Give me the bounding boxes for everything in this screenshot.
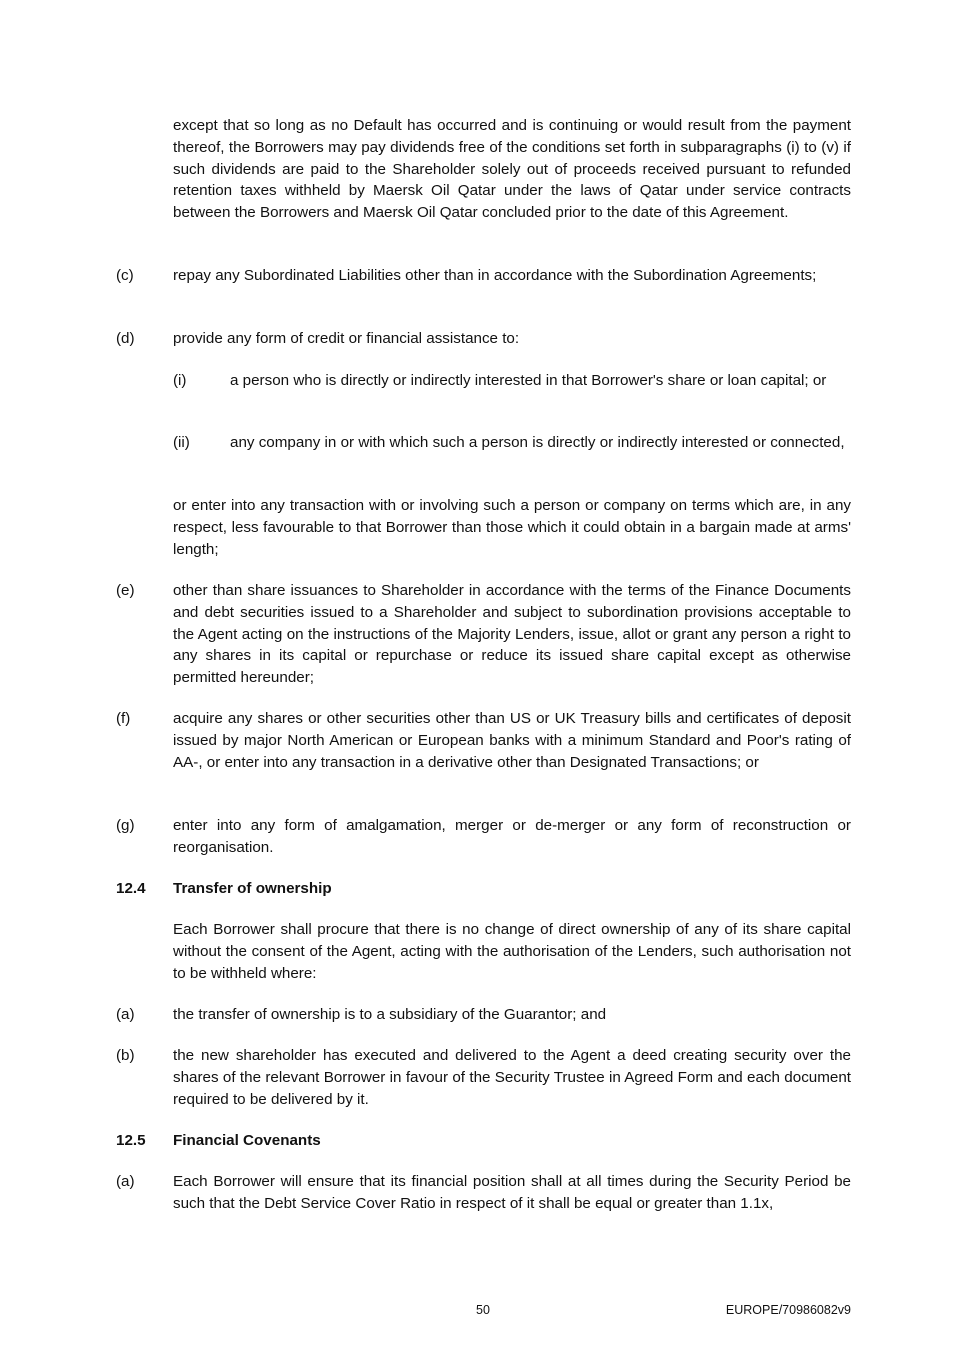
item-f-text: acquire any shares or other securities other than US or UK Treasury bills and certificates of deposit issued by major North American or European banks with a minimum Standard and Poor's rating of AA-, or enter into any transaction in a derivative other than Designated Transactions; or [173, 710, 851, 771]
document-reference: EUROPE/70986082v9 [725, 1303, 851, 1317]
section-12-4-title: Transfer of ownership [173, 880, 332, 897]
item-g-label: (g) [116, 817, 135, 834]
item-c-text: repay any Subordinated Liabilities other than in accordance with the Subordination Agreements; [173, 267, 817, 284]
item-c-label: (c) [116, 267, 134, 284]
item-f-label: (f) [116, 710, 131, 727]
item-e-text: other than share issuances to Shareholder in accordance with the terms of the Finance Documents and debt securities issued to a Shareholder and subject to subordination provisions acceptable to the Agent acting on the instructions of the Majority Lenders, issue, allot or grant any person a right to any shares in its capital or repurchase or reduce its issued share capital except as otherwise permitted hereunder; [173, 582, 851, 687]
section-12-4-body: Each Borrower shall procure that there is no change of direct ownership of any of its share capital without the consent of the Agent, acting with the authorisation of the Lenders, such authorisation not to be withheld where: [173, 921, 851, 982]
section-12-4-item-a-label: (a) [116, 1006, 135, 1023]
section-12-5-item-a-text: Each Borrower will ensure that its financial position shall at all times during the Security Period be such that the Debt Service Cover Ratio in respect of it shall be equal or greater than 1.1x, [173, 1173, 851, 1212]
section-12-5-item-a-label: (a) [116, 1173, 135, 1190]
section-12-5-title: Financial Covenants [173, 1132, 321, 1149]
item-d-ii-label: (ii) [173, 434, 190, 451]
item-d-trailing-text: or enter into any transaction with or involving such a person or company on terms which are, in any respect, less favourable to that Borrower than those which it could obtain in a bargain made at arms' length; [173, 497, 851, 558]
item-g-text: enter into any form of amalgamation, merger or de-merger or any form of reconstruction or reorganisation. [173, 817, 851, 856]
item-d-ii-text: any company in or with which such a person is directly or indirectly interested or connected, [230, 434, 845, 451]
item-e-label: (e) [116, 582, 135, 599]
section-12-4-item-b-text: the new shareholder has executed and delivered to the Agent a deed creating security over the shares of the relevant Borrower in favour of the Security Trustee in Agreed Form and each document required to be delivered by it. [173, 1047, 851, 1108]
item-d-text: provide any form of credit or financial assistance to: [173, 330, 520, 347]
item-d-i-text: a person who is directly or indirectly interested in that Borrower's share or loan capital; or [230, 372, 827, 389]
item-d-label: (d) [116, 330, 135, 347]
item-d-i-label: (i) [173, 372, 187, 389]
section-12-5-number: 12.5 [116, 1132, 146, 1149]
intro-paragraph: except that so long as no Default has occurred and is continuing or would result from the payment thereof, the Borrowers may pay dividends free of the conditions set forth in subparagraphs (i) to (v) if such dividends are paid to the Shareholder solely out of proceeds received pursuant to refunded retention taxes withheld by Maersk Oil Qatar under the laws of Qatar under service contracts between the Borrowers and Maersk Oil Qatar concluded prior to the date of this Agreement. [173, 117, 851, 222]
section-12-4-item-b-label: (b) [116, 1047, 135, 1064]
section-12-4-item-a-text: the transfer of ownership is to a subsidiary of the Guarantor; and [173, 1006, 607, 1023]
section-12-4-number: 12.4 [116, 880, 146, 897]
page-number: 50 [476, 1303, 490, 1317]
